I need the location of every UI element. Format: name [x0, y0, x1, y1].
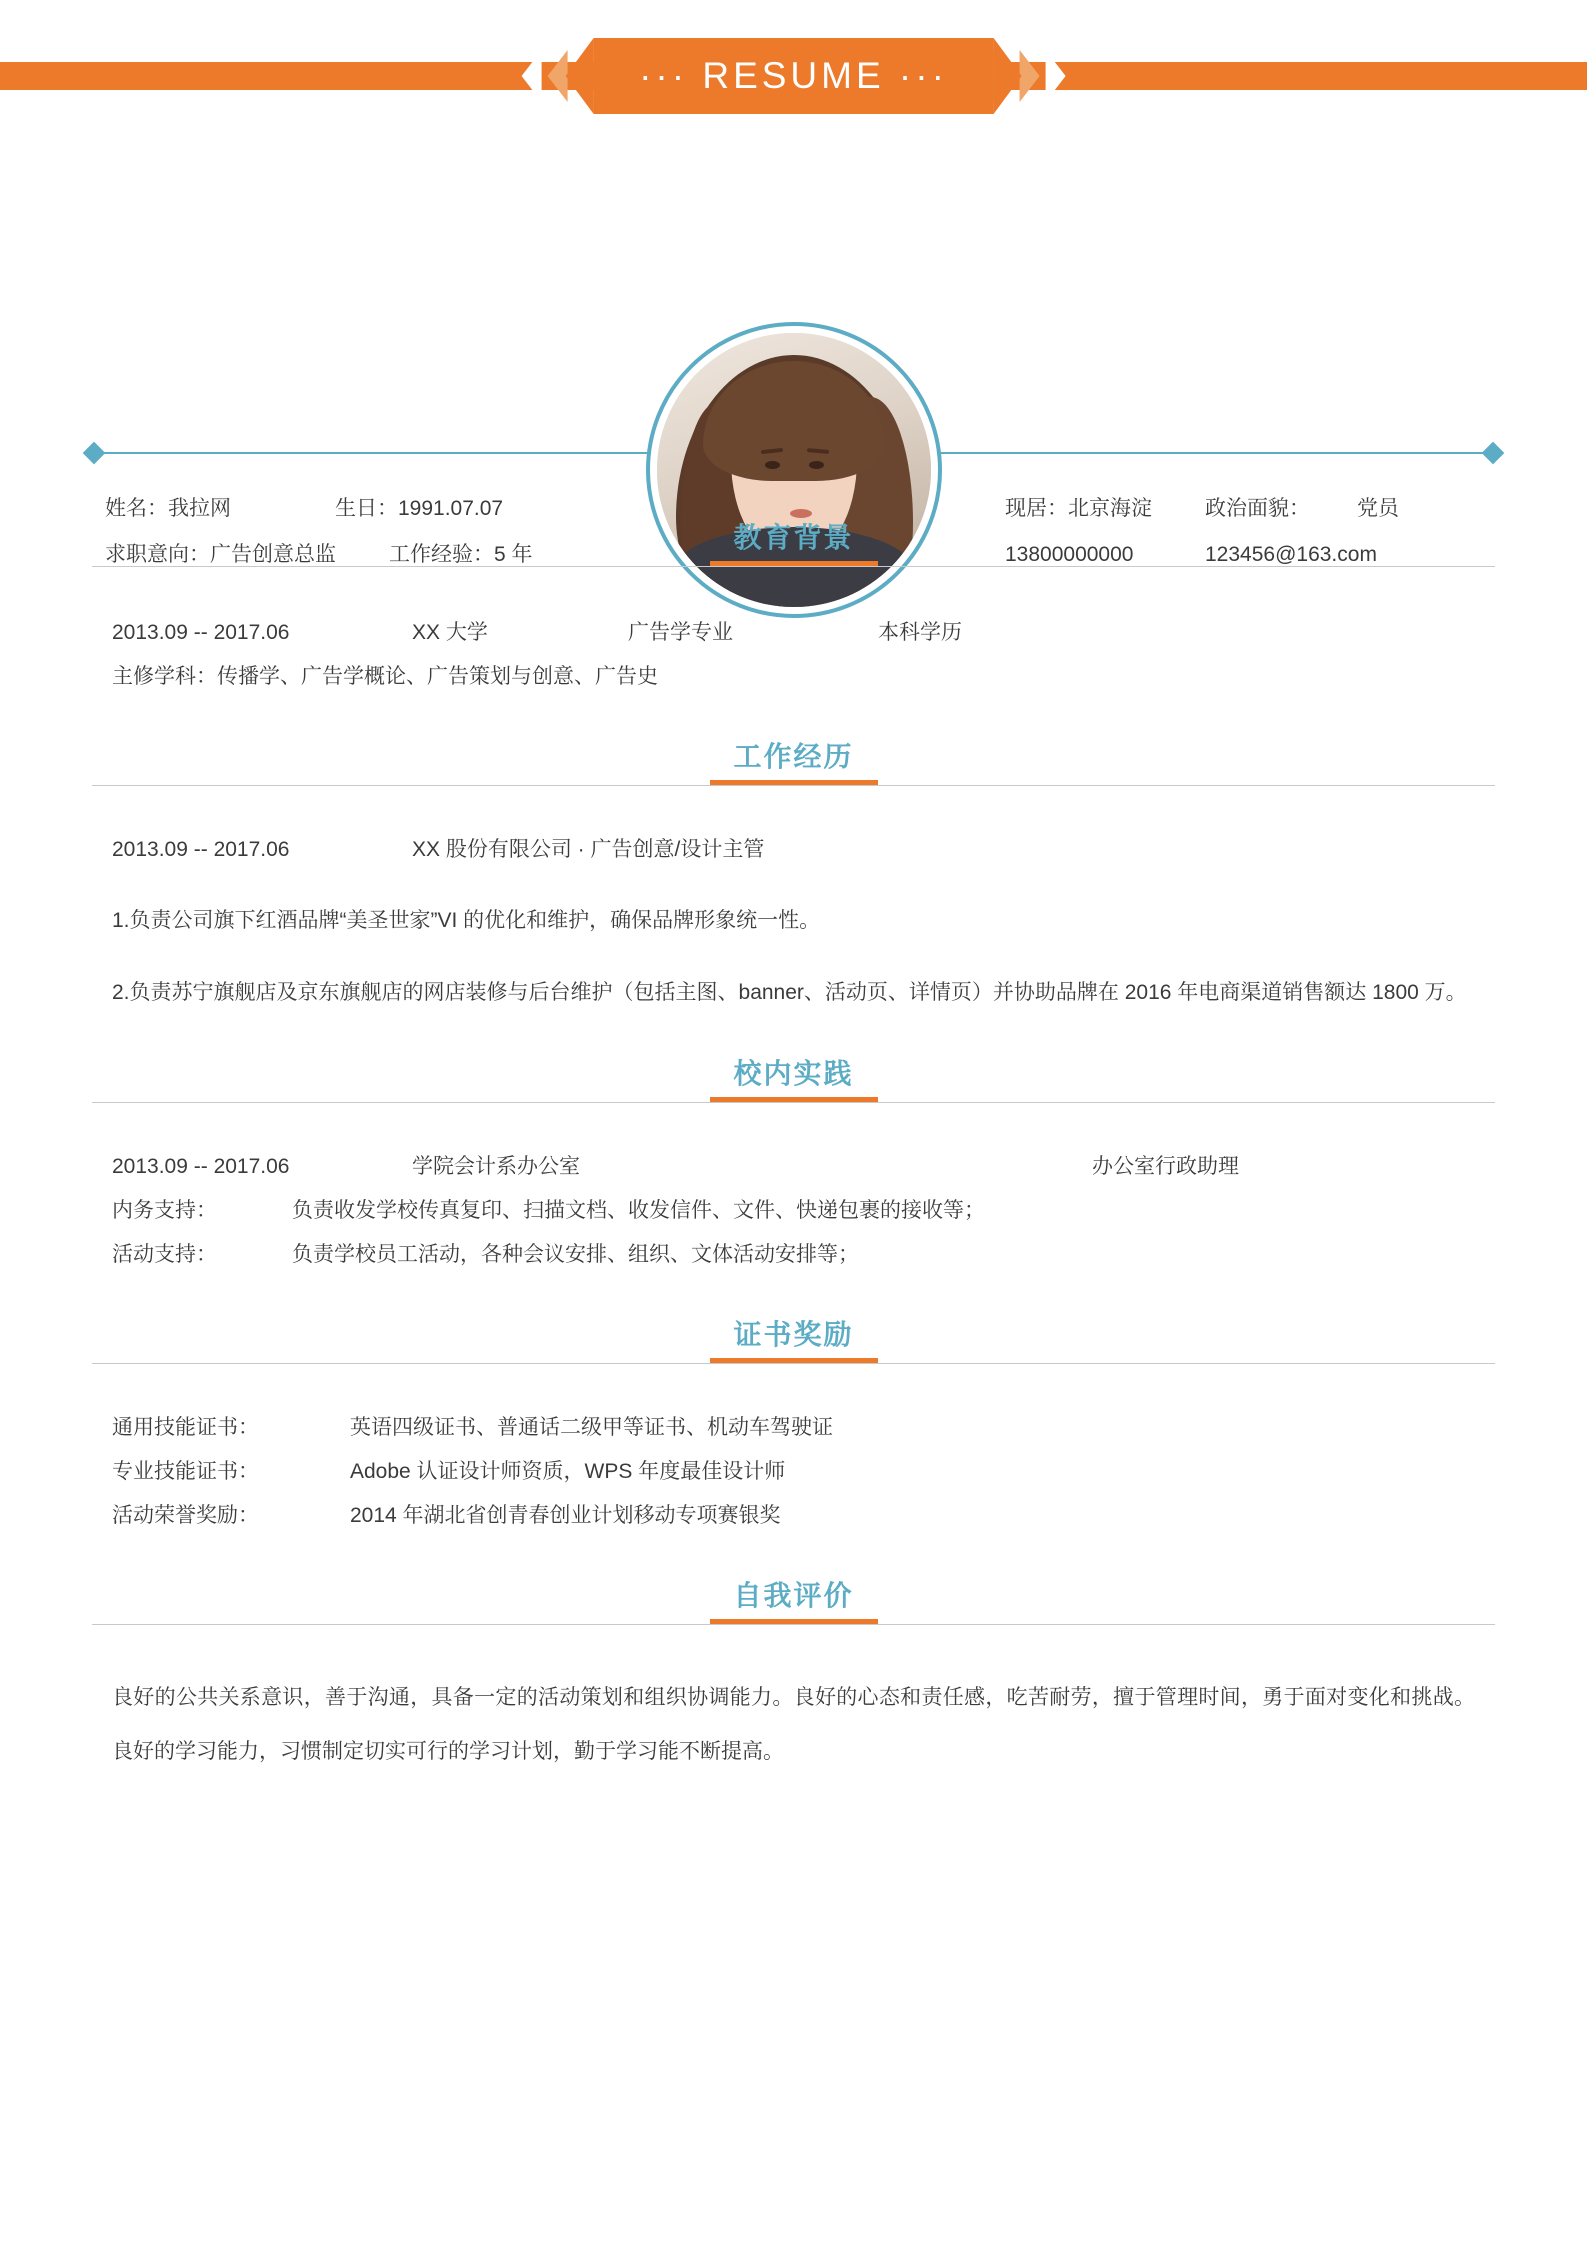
education-date: 2013.09 -- 2017.06 — [112, 621, 290, 644]
section-header — [0, 1016, 1587, 1102]
education-degree: 本科学历 — [878, 621, 962, 644]
info-political-value: 党员 — [1357, 497, 1399, 520]
certificate-text: 2014 年湖北省创青春创业计划移动专项赛银奖 — [350, 1504, 781, 1527]
section-education — [0, 480, 1587, 699]
section-divider — [92, 785, 1495, 786]
section-body-education — [0, 567, 1587, 699]
certificate-text: Adobe 认证设计师资质，WPS 年度最佳设计师 — [350, 1460, 786, 1483]
section-header — [0, 1277, 1587, 1363]
section-underline — [710, 561, 878, 566]
divider-left — [92, 452, 657, 454]
info-email: 123456@163.com — [1205, 543, 1377, 566]
section-self-evaluation — [0, 1538, 1587, 1779]
certificate-label: 通用技能证书： — [112, 1416, 259, 1439]
section-title-practice: 校内实践 — [733, 1058, 854, 1089]
chevron-right-icon — [1020, 50, 1040, 102]
section-certificates — [0, 1277, 1587, 1538]
work-item: 2.负责苏宁旗舰店及京东旗舰店的网店装修与后台维护（包括主图、banner、活动页、详情页）并协助品牌在 2016 年电商渠道销售额达 1800 万。 — [112, 981, 1467, 1004]
education-courses: 主修学科：传播学、广告学概论、广告策划与创意、广告史 — [112, 665, 658, 688]
section-work — [0, 699, 1587, 1016]
certificate-text: 英语四级证书、普通话二级甲等证书、机动车驾驶证 — [350, 1416, 833, 1439]
section-underline — [710, 780, 878, 785]
info-job-target: 求职意向：广告创意总监 — [105, 543, 336, 566]
self-evaluation-text: 良好的公共关系意识，善于沟通，具备一定的活动策划和组织协调能力。良好的心态和责任感，吃苦耐劳，擅于管理时间，勇于面对变化和挑战。良好的学习能力，习惯制定切实可行的学习计划，勤于学习能不断提高。 — [112, 1686, 1475, 1763]
section-practice — [0, 1016, 1587, 1277]
section-underline — [710, 1358, 878, 1363]
section-underline — [710, 1097, 878, 1102]
certificate-label: 活动荣誉奖励： — [112, 1504, 259, 1527]
info-name: 姓名：我拉网 — [105, 497, 231, 520]
section-body-practice — [0, 1103, 1587, 1277]
certificate-row — [112, 1406, 1475, 1450]
section-divider — [92, 1102, 1495, 1103]
info-political-label: 政治面貌： — [1205, 497, 1310, 520]
resume-header-banner — [0, 0, 1587, 150]
practice-detail-text: 负责学校员工活动，各种会议安排、组织、文体活动安排等； — [292, 1243, 859, 1266]
section-title-self-evaluation: 自我评价 — [733, 1580, 854, 1611]
info-residence: 现居：北京海淀 — [1005, 497, 1152, 520]
chevron-left-icon — [547, 50, 567, 102]
header-title-group — [521, 38, 1066, 114]
work-company: XX 股份有限公司 · 广告创意/设计主管 — [412, 838, 765, 861]
practice-org: 学院会计系办公室 — [412, 1155, 580, 1178]
practice-role: 办公室行政助理 — [1092, 1155, 1239, 1178]
education-major: 广告学专业 — [628, 621, 733, 644]
practice-detail-text: 负责收发学校传真复印、扫描文档、收发信件、文件、快递包裹的接收等； — [292, 1199, 985, 1222]
certificate-row — [112, 1450, 1475, 1494]
section-divider — [92, 1363, 1495, 1364]
page-title: ··· RESUME ··· — [593, 38, 994, 114]
section-header — [0, 699, 1587, 785]
chevron-left-icon — [521, 50, 541, 102]
certificate-label: 专业技能证书： — [112, 1460, 259, 1483]
education-school: XX 大学 — [412, 621, 488, 644]
section-divider — [92, 566, 1495, 567]
section-header — [0, 1538, 1587, 1624]
work-row — [112, 828, 1475, 872]
work-item: 1.负责公司旗下红酒品牌“美圣世家”VI 的优化和维护，确保品牌形象统一性。 — [112, 909, 821, 932]
diamond-marker-right-icon — [1482, 442, 1505, 465]
info-experience: 工作经验：5 年 — [389, 543, 533, 566]
info-birthday: 生日：1991.07.07 — [335, 497, 504, 520]
work-date: 2013.09 -- 2017.06 — [112, 838, 290, 861]
section-underline — [710, 1619, 878, 1624]
section-divider — [92, 1624, 1495, 1625]
practice-detail-label: 内务支持： — [112, 1199, 217, 1222]
chevron-right-icon — [1046, 50, 1066, 102]
practice-date: 2013.09 -- 2017.06 — [112, 1155, 290, 1178]
info-phone: 13800000000 — [1005, 543, 1134, 566]
section-body-certificates — [0, 1364, 1587, 1538]
practice-row — [112, 1145, 1475, 1189]
section-body-work — [0, 786, 1587, 1016]
section-title-work: 工作经历 — [733, 741, 854, 772]
section-title-certificates: 证书奖励 — [733, 1319, 854, 1350]
practice-detail-label: 活动支持： — [112, 1243, 217, 1266]
divider-right — [930, 452, 1495, 454]
section-title-education: 教育背景 — [733, 522, 854, 553]
section-header — [0, 480, 1587, 566]
education-row — [112, 611, 1475, 655]
certificate-row — [112, 1494, 1475, 1538]
practice-detail-row — [112, 1189, 1475, 1233]
practice-detail-row — [112, 1233, 1475, 1277]
